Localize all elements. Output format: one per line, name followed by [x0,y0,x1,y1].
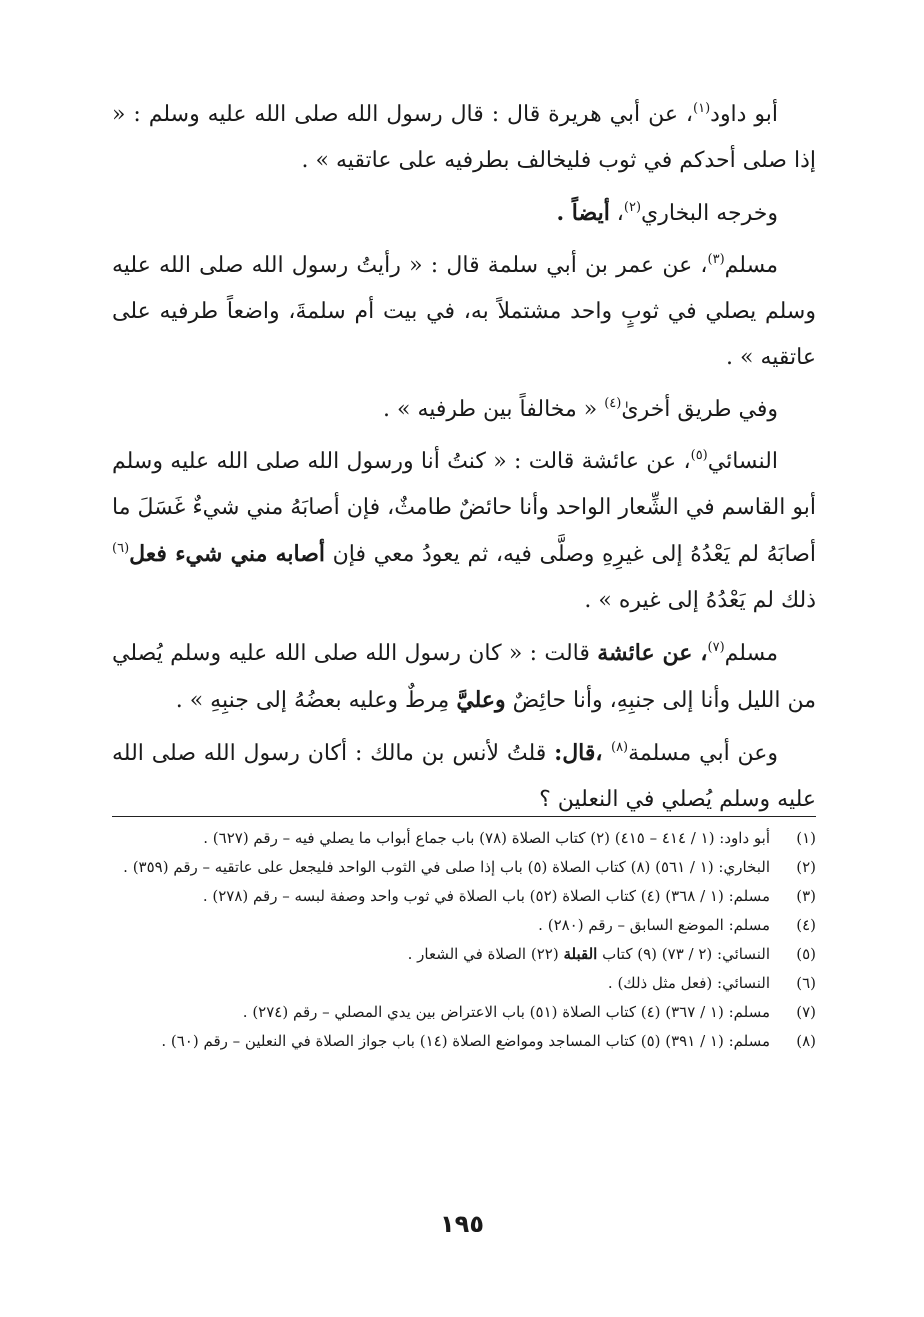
text: وعن أبي مسلمة [628,741,779,766]
paragraph-abu-maslama [112,730,816,823]
text: (٢٢) الصلاة في الشعار . [407,945,564,963]
footnote-ref: (٢) [623,200,642,215]
footnote-text [112,940,770,969]
footnote [112,853,816,882]
footnote-number: (٦) [796,974,816,992]
paragraph-other-route [112,387,816,433]
paragraph-muslim-umar [112,243,816,381]
footnote-number: (٨) [796,1032,816,1050]
text: ، [609,201,624,226]
paragraph-muslim-aisha [112,630,816,724]
page-body [112,92,816,1050]
bold-text: ،قال: [554,740,611,766]
text: وفي طريق أخرىٰ [621,397,778,422]
text: ، عن أبي هريرة قال : قال رسول الله صلى الله عليه وسلم : « إذا صلى أحدكم في ثوب فليخالف بطرفيه على عاتقيه » . [112,102,816,173]
footnote-number: (١) [796,829,816,847]
text: ، عن عمر بن أبي سلمة قال : « رأيتُ رسول الله صلى الله عليه وسلم يصلي في ثوبٍ واحد مشتملاً به، في بيت أم سلمةَ، واضعاً طرفيه على عاتقيه » . [112,253,816,370]
footnote-ref: (٤) [604,396,622,411]
text: مسلم [724,253,778,278]
bold-text: القبلة [563,945,598,963]
text: النسائي [707,449,778,474]
text: مِرطٌ وعليه بعضُهُ إلى جنبِهِ » . [175,688,457,713]
bold-text: أصابه مني شيء فعل [129,541,326,567]
text: أبو داود [710,102,778,127]
footnote-ref: (١) [693,101,711,116]
footnote-text: مسلم: (١ / ٣٦٨) (٤) كتاب الصلاة (٥٢) باب الصلاة في ثوب واحد وصفة لبسه – رقم (٢٧٨) . [202,887,770,905]
footnote [112,824,816,853]
text: ذلك لم يَعْدُهُ إلى غيره » . [584,588,816,613]
footnote-ref: (٦) [112,541,130,556]
footnote-text: أبو داود: (١ / ٤١٤ – ٤١٥) (٢) كتاب الصلاة (٧٨) باب جماع أبواب ما يصلي فيه – رقم (٦٢٧) . [203,829,770,847]
text: النسائي: (٢ / ٧٣) (٩) كتاب [597,945,770,963]
text: « مخالفاً بين طرفيه » . [383,397,605,422]
footnote-text: النسائي: (فعل مثل ذلك) . [607,974,770,992]
footnote [112,940,816,969]
footnote-ref: (٨) [610,740,629,755]
footnote-number: (٥) [796,945,816,963]
paragraph-nasai-aisha [112,439,816,624]
bold-text: وعليَّ [456,687,506,713]
bold-text: ، عن عائشة [597,640,708,666]
footnote [112,1027,816,1056]
footnote-separator [112,816,816,817]
footnote [112,998,816,1027]
footnote-text: مسلم: الموضع السابق – رقم (٢٨٠) . [538,916,770,934]
footnote-text: مسلم: (١ / ٣٩١) (٥) كتاب المساجد ومواضع الصلاة (١٤) باب جواز الصلاة في النعلين – رقم (٦٠) . [161,1032,770,1050]
text: مسلم [724,641,778,666]
footnote-text: مسلم: (١ / ٣٦٧) (٤) كتاب الصلاة (٥١) باب الاعتراض بين يدي المصلي – رقم (٢٧٤) . [242,1003,770,1021]
bold-text: أيضاً . [556,200,610,226]
footnote-ref: (٣) [707,252,725,267]
footnote-number: (٤) [796,916,816,934]
footnote-ref: (٧) [707,640,725,655]
text: قلتُ لأنس بن مالك : أكان رسول الله صلى الله عليه وسلم يُصلي في النعلين ؟ [112,741,816,812]
footnote-number: (٧) [796,1003,816,1021]
footnote-text: البخاري: (١ / ٥٦١) (٨) كتاب الصلاة (٥) باب إذا صلى في الثوب الواحد فليجعل على عاتقيه – رقم (٣٥٩) . [123,858,770,876]
paragraph-bukhari [112,190,816,237]
page-number: ١٩٥ [440,1210,484,1238]
text: قالت : « كان رسول الله صلى الله عليه وسلم يُصلي من الليل وأنا إلى جنبِهِ، وأنا حائِضٌ [112,641,816,713]
footnote-number: (٣) [796,887,816,905]
text: وخرجه البخاري [641,201,778,226]
footnote-ref: (٥) [690,448,708,463]
text: ، عن عائشة قالت : « كنتُ أنا ورسول الله صلى الله عليه وسلم أبو القاسم في الشِّعار الواحد وأنا حائضٌ طامثٌ، فإن أصابَهُ مني شيءٌ غَسَلَ ما أصابَهُ لم يَعْدُهُ إلى غيرِهِ وصلَّى فيه، ثم يعودُ معي فإن [112,449,816,567]
footnote [112,882,816,911]
footnote [112,969,816,998]
footnote-number: (٢) [796,858,816,876]
paragraph-abu-dawud [112,92,816,184]
footnotes [112,824,816,1056]
footnote [112,911,816,940]
